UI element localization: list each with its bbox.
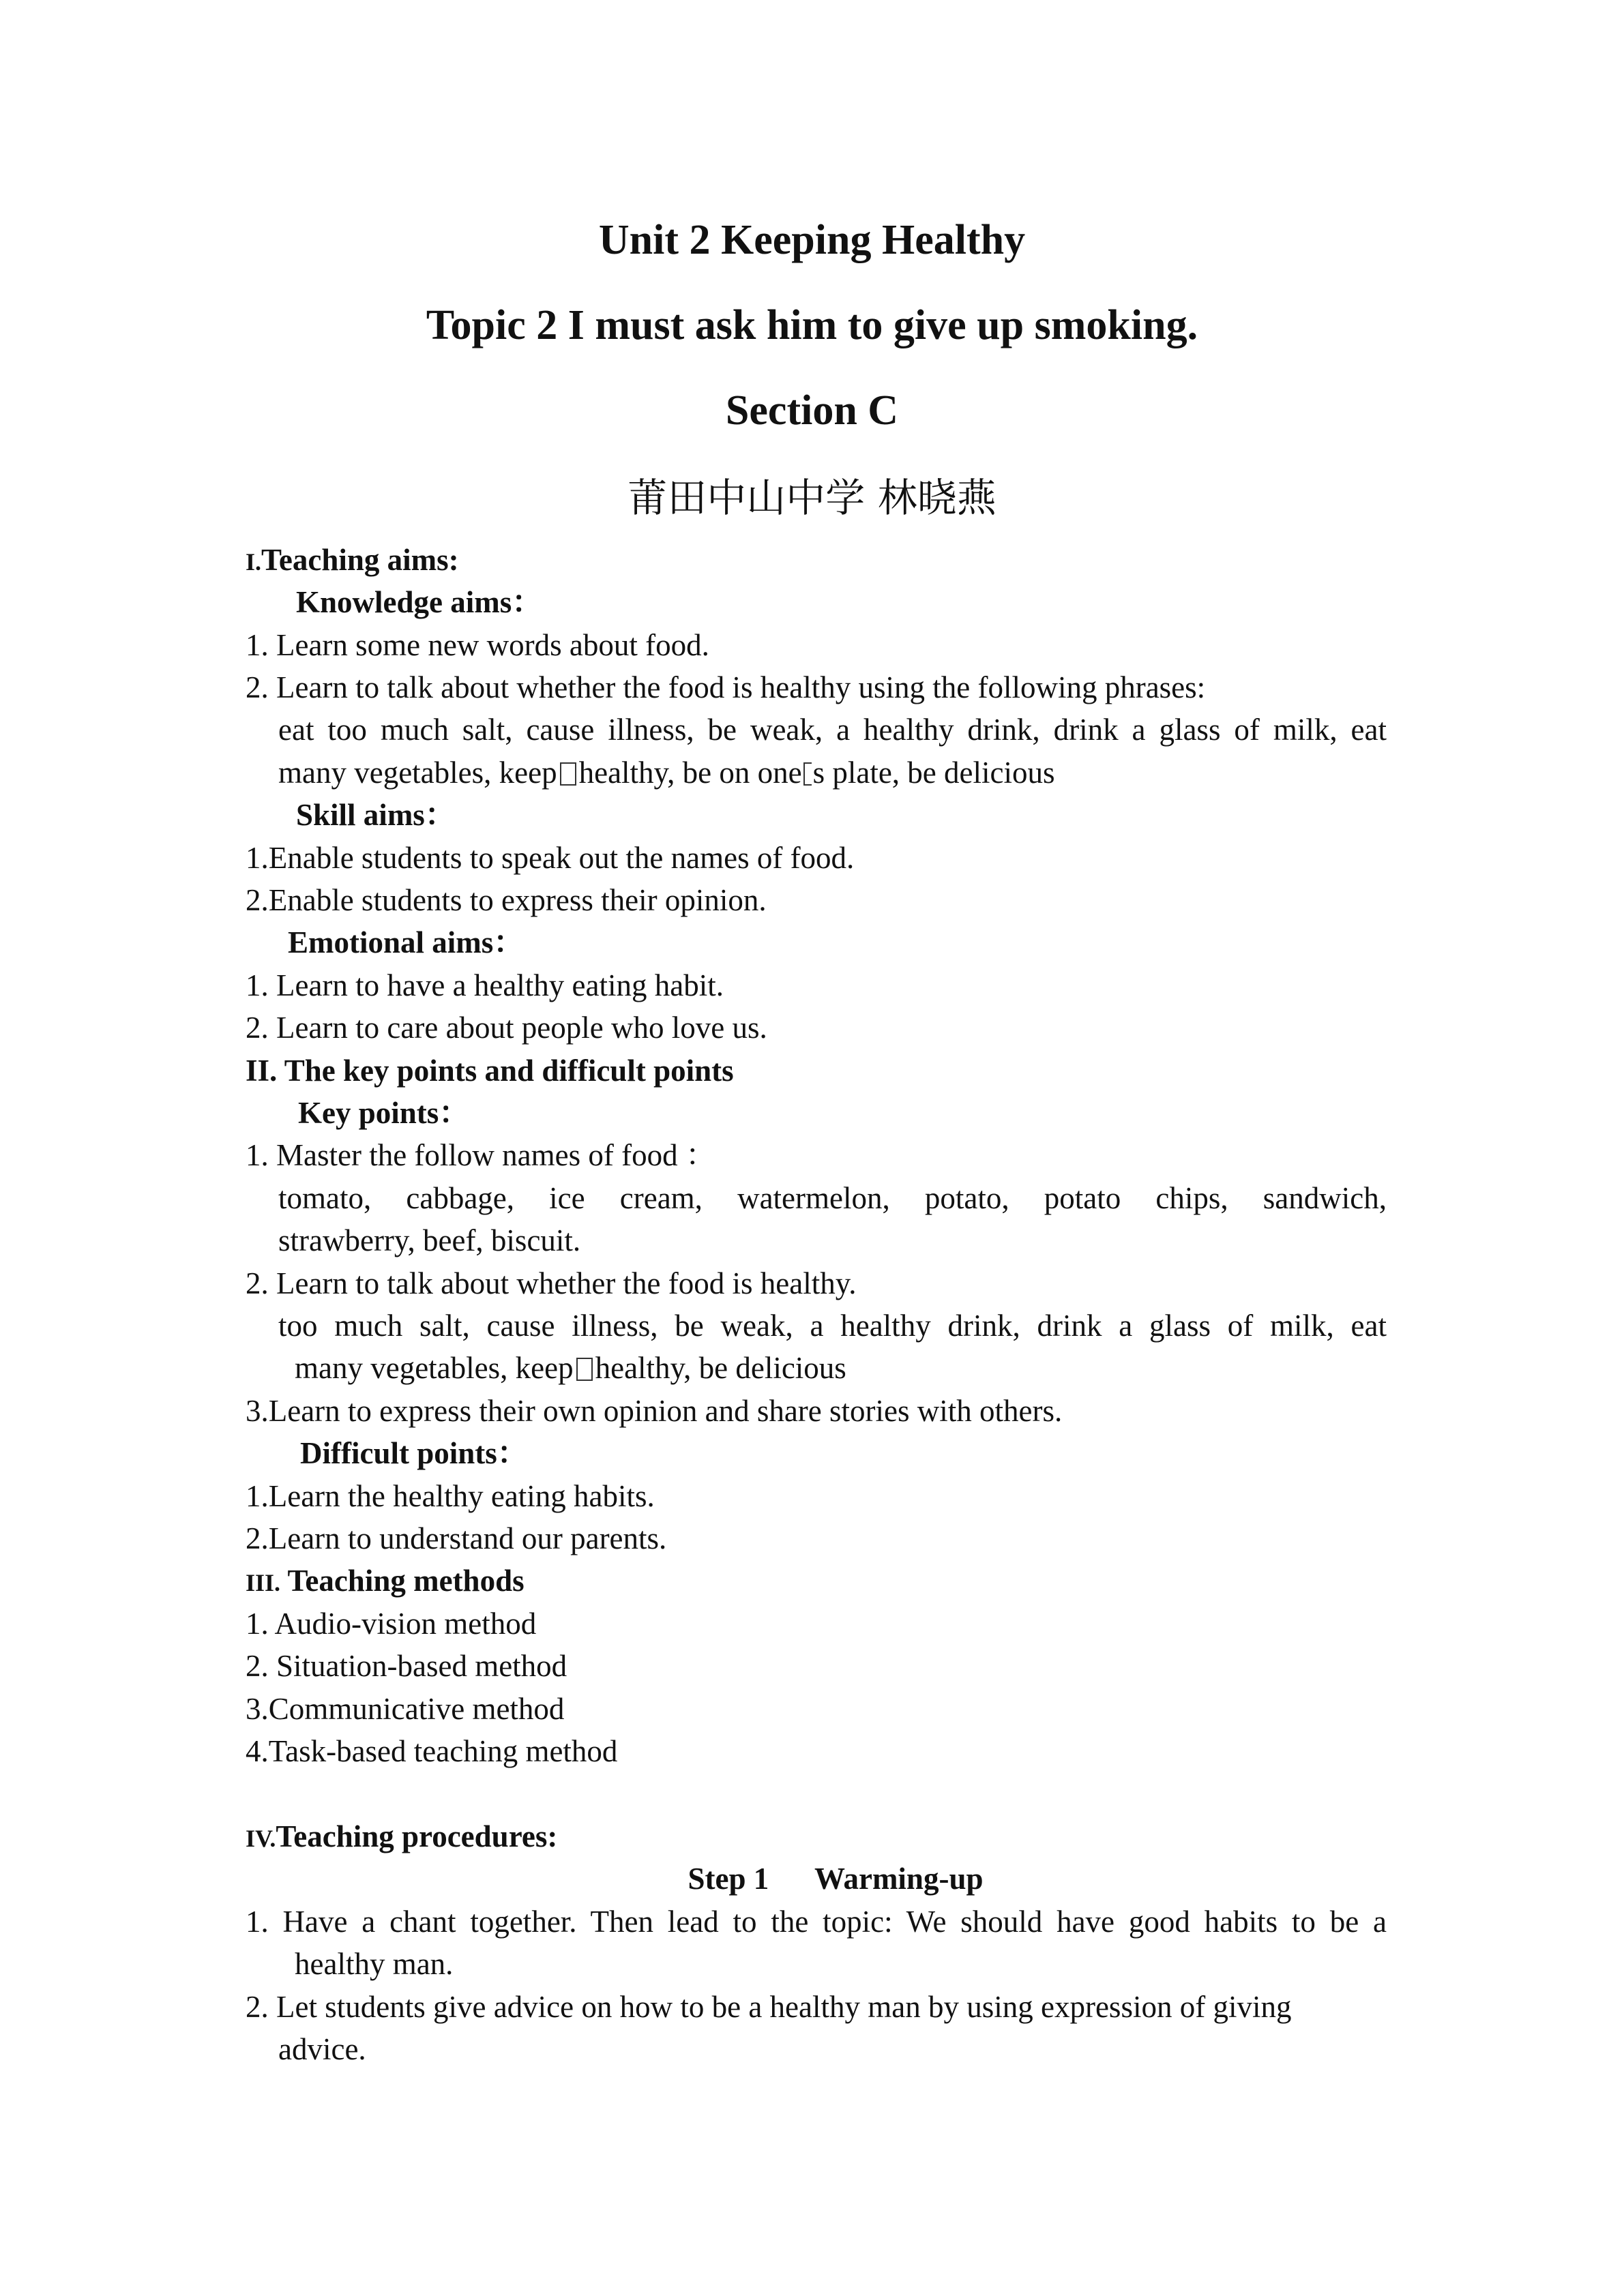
section-2-heading: II. The key points and difficult points bbox=[246, 1054, 734, 1088]
missing-glyph-box bbox=[560, 762, 576, 786]
knowledge-item-1: 1. Learn some new words about food. bbox=[246, 628, 709, 662]
knowledge-item-2-line-1: eat too much salt, cause illness, be weak, a healthy drink, drink a glass of milk, eat bbox=[278, 713, 1387, 747]
key-item-1-line-1: tomato, cabbage, ice cream, watermelon, potato, potato chips, sandwich, bbox=[278, 1181, 1387, 1215]
key-item-2: 2. Learn to talk about whether the food is healthy. bbox=[246, 1266, 857, 1300]
section-1-num: I. bbox=[246, 548, 262, 576]
procedure-item-2-line-1: 2. Let students give advice on how to be a healthy man by using expression of giving bbox=[246, 1990, 1292, 2024]
emotional-item-1: 1. Learn to have a healthy eating habit. bbox=[246, 968, 724, 1002]
section-1-heading bbox=[246, 541, 459, 581]
skill-item-1: 1.Enable students to speak out the names of food. bbox=[246, 841, 855, 875]
procedure-item-1-line-2: healthy man. bbox=[295, 1947, 454, 1981]
section-3-heading bbox=[246, 1562, 525, 1602]
school-name: 莆田中山中学 bbox=[628, 475, 866, 521]
key-item-2-line-2: many vegetables, keep healthy, be delicious bbox=[295, 1351, 846, 1385]
section-4-title: Teaching procedures: bbox=[276, 1819, 558, 1853]
section-title: Section C bbox=[725, 387, 899, 434]
key-points-label: Key points： bbox=[298, 1096, 470, 1130]
section-3-title: Teaching methods bbox=[280, 1564, 525, 1598]
author-name: 林晓燕 bbox=[877, 475, 996, 521]
key-item-3: 3.Learn to express their own opinion and share stories with others. bbox=[246, 1394, 1063, 1428]
section-4-num: IV. bbox=[246, 1825, 276, 1852]
method-item-1: 1. Audio-vision method bbox=[246, 1607, 537, 1641]
knowledge-item-2: 2. Learn to talk about whether the food is healthy using the following phrases: bbox=[246, 670, 1206, 704]
knowledge-item-2-line-2: many vegetables, keep healthy, be on one s plate, be delicious bbox=[278, 756, 1055, 790]
skill-item-2: 2.Enable students to express their opinion. bbox=[246, 883, 767, 917]
unit-title: Unit 2 Keeping Healthy bbox=[598, 217, 1026, 263]
emotional-item-2: 2. Learn to care about people who love us. bbox=[246, 1011, 767, 1045]
procedure-item-2-line-2: advice. bbox=[278, 2032, 366, 2066]
difficult-item-1: 1.Learn the healthy eating habits. bbox=[246, 1479, 655, 1513]
missing-glyph-box bbox=[803, 762, 812, 786]
section-3-num: III. bbox=[246, 1569, 281, 1596]
key-item-2-line-1: too much salt, cause illness, be weak, a healthy drink, drink a glass of milk, eat bbox=[278, 1309, 1387, 1343]
topic-title: Topic 2 I must ask him to give up smoking. bbox=[426, 302, 1198, 348]
key-item-1-line-2: strawberry, beef, biscuit. bbox=[278, 1223, 581, 1257]
missing-glyph-box bbox=[576, 1358, 593, 1381]
section-1-title: Teaching aims: bbox=[261, 543, 459, 577]
method-item-3: 3.Communicative method bbox=[246, 1692, 565, 1726]
skill-aims-label: Skill aims： bbox=[296, 798, 456, 832]
section-4-heading bbox=[246, 1817, 557, 1858]
knowledge-aims-label: Knowledge aims： bbox=[296, 585, 543, 619]
procedure-item-1-line-1: 1. Have a chant together. Then lead to the topic: We should have good habits to be a bbox=[246, 1905, 1387, 1939]
difficult-item-2: 2.Learn to understand our parents. bbox=[246, 1521, 667, 1555]
key-item-1: 1. Master the follow names of food ： bbox=[246, 1138, 716, 1172]
emotional-aims-label: Emotional aims： bbox=[288, 925, 525, 959]
method-item-4: 4.Task-based teaching method bbox=[246, 1734, 618, 1768]
school-author-line bbox=[0, 471, 1624, 525]
method-item-2: 2. Situation-based method bbox=[246, 1649, 567, 1683]
difficult-points-label: Difficult points： bbox=[300, 1436, 528, 1470]
step-1-heading: Step 1 Warming-up bbox=[688, 1862, 984, 1896]
